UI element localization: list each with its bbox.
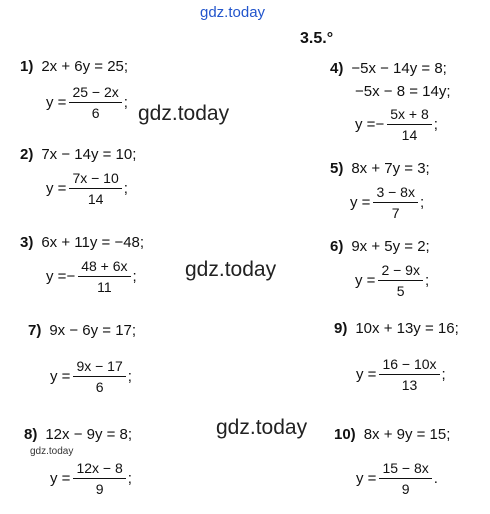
numerator: 5x + 8 (387, 106, 432, 125)
exercise-title: 3.5.° (300, 30, 334, 47)
fraction (387, 106, 432, 143)
problem-9-solution (356, 356, 446, 393)
watermark-mid-3: gdz.today (216, 416, 308, 439)
numerator: 12x − 8 (73, 460, 125, 479)
fraction (73, 460, 125, 497)
solution-lhs: y = (50, 368, 71, 385)
solution-punctuation: ; (441, 366, 446, 383)
denominator: 9 (95, 481, 104, 497)
problem-6-equation (330, 238, 430, 255)
solution-punctuation: ; (132, 268, 137, 285)
problem-5-equation (330, 160, 430, 177)
numerator: 9x − 17 (73, 358, 125, 377)
problem-3-equation (20, 234, 144, 251)
equation: 8x + 9y = 15; (363, 426, 451, 443)
problem-10-equation (334, 426, 450, 443)
fraction (73, 358, 125, 395)
problem-1-solution (46, 84, 128, 121)
denominator: 6 (91, 105, 100, 121)
solution-lhs: y = (46, 180, 67, 197)
problem-7-solution (50, 358, 132, 395)
problem-number: 3) (20, 234, 34, 251)
problem-2-equation (20, 146, 136, 163)
problem-8-solution (50, 460, 132, 497)
equation: 9x + 5y = 2; (351, 238, 430, 255)
watermark-mid-2: gdz.today (185, 258, 277, 281)
solution-punctuation: ; (127, 470, 132, 487)
fraction (379, 356, 439, 393)
solution-punctuation: ; (419, 194, 425, 211)
problem-number: 7) (28, 322, 42, 339)
equation: 8x + 7y = 3; (351, 160, 430, 177)
denominator: 6 (95, 379, 104, 395)
problem-2-solution (46, 170, 128, 207)
problem-6-solution (355, 262, 429, 299)
problem-8-equation (24, 426, 132, 443)
solution-lhs: y = (46, 94, 67, 111)
fraction (69, 84, 121, 121)
solution-lhs: y = (50, 470, 71, 487)
numerator: 15 − 8x (379, 460, 431, 479)
equation: 10x + 13y = 16; (355, 320, 459, 337)
solution-punctuation: . (433, 470, 438, 487)
watermark-small: gdz.today (30, 446, 74, 457)
denominator: 14 (401, 127, 418, 143)
solution-punctuation: ; (123, 180, 128, 197)
fraction (373, 184, 418, 221)
solution-lhs: y = (356, 366, 377, 383)
numerator: 7x − 10 (69, 170, 121, 189)
numerator: 48 + 6x (78, 258, 130, 277)
denominator: 13 (401, 377, 418, 393)
problem-number: 9) (334, 320, 348, 337)
fraction (78, 258, 130, 295)
equation: 7x − 14y = 10; (41, 146, 137, 163)
numerator: 16 − 10x (379, 356, 439, 375)
problem-number: 1) (20, 58, 34, 75)
watermark-top: gdz.today (200, 4, 266, 21)
watermark-mid-1: gdz.today (138, 102, 230, 125)
problem-number: 2) (20, 146, 34, 163)
equation: 6x + 11y = −48; (41, 234, 145, 251)
solution-sign: − (66, 268, 76, 285)
problem-4-solution (355, 106, 438, 143)
problem-number: 4) (330, 60, 344, 77)
solution-lhs: y = (356, 470, 377, 487)
equation: 2x + 6y = 25; (41, 58, 129, 75)
equation: 9x − 6y = 17; (49, 322, 137, 339)
solution-lhs: y = (350, 194, 371, 211)
problem-number: 10) (334, 426, 356, 443)
solution-lhs: y = (46, 268, 67, 285)
problem-1-equation (20, 58, 128, 75)
problem-3-solution (46, 258, 137, 295)
fraction (69, 170, 121, 207)
problem-10-solution (356, 460, 438, 497)
problem-4-equation (330, 60, 447, 77)
problem-4-equation-step (355, 83, 451, 100)
denominator: 7 (391, 205, 400, 221)
fraction (378, 262, 423, 299)
solution-sign: − (375, 116, 385, 133)
equation: 12x − 9y = 8; (45, 426, 133, 443)
fraction (379, 460, 431, 497)
solution-punctuation: ; (127, 368, 132, 385)
equation-step: −5x − 8 = 14y; (355, 83, 451, 100)
solution-lhs: y = (355, 116, 376, 133)
denominator: 11 (97, 279, 112, 295)
numerator: 2 − 9x (378, 262, 423, 281)
denominator: 9 (401, 481, 410, 497)
problem-9-equation (334, 320, 459, 337)
problem-number: 5) (330, 160, 344, 177)
denominator: 5 (396, 283, 405, 299)
equation: −5x − 14y = 8; (351, 60, 447, 77)
solution-punctuation: ; (424, 272, 430, 289)
denominator: 14 (87, 191, 104, 207)
problem-7-equation (28, 322, 136, 339)
problem-number: 6) (330, 238, 344, 255)
solution-punctuation: ; (433, 116, 438, 133)
solution-lhs: y = (355, 272, 376, 289)
numerator: 25 − 2x (69, 84, 121, 103)
problem-5-solution (350, 184, 424, 221)
problem-number: 8) (24, 426, 38, 443)
solution-punctuation: ; (123, 94, 128, 111)
numerator: 3 − 8x (373, 184, 418, 203)
